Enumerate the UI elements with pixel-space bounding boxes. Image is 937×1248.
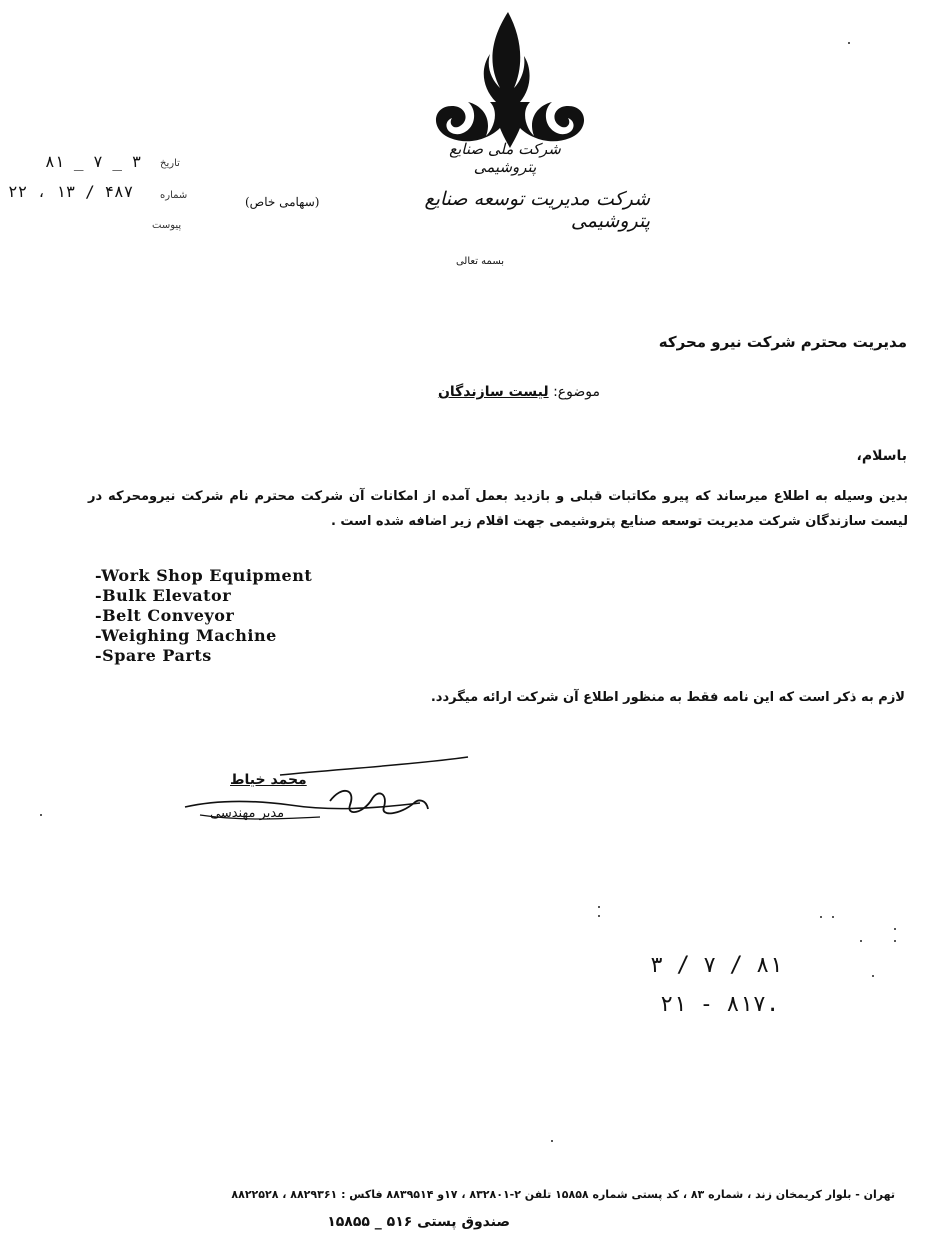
number-value: ۲۲ ، ۱۳ / ۴۸۷ (8, 182, 134, 201)
handwritten-signature (180, 755, 480, 835)
footer-address: تهران - بلوار کریمخان زند ، شماره ۸۳ ، کد پستی شماره ۱۵۸۵۸ تلفن ۲-۸۳۲۸۰۱ ، ۱۷و ۸۸۳۹۵۱۴ فاکس : ۸۸۲۹۳۶۱ ، ۸۸۲۲۵۲۸ (231, 1188, 895, 1201)
closing-note: لازم به ذکر است که این نامه فقط به منظور اطلاع آن شرکت ارائه میگردد. (430, 690, 905, 705)
number-label: شماره (160, 190, 188, 201)
list-item: -Work Shop Equipment (95, 566, 313, 585)
company-secondary-name: شرکت مدیریت توسعه صنایع پتروشیمی (424, 188, 650, 232)
scan-speck (894, 928, 896, 930)
stamp-date: ٨١ / ٧ / ٣ (650, 953, 783, 978)
scan-speck (551, 1140, 553, 1142)
attachment-label: پیوست (152, 220, 182, 231)
tagline: بسمه تعالی (455, 256, 505, 267)
recipient: مدیریت محترم شرکت نیرو محرکه (658, 333, 907, 351)
list-item: -Spare Parts (95, 646, 212, 665)
scan-speck (598, 915, 600, 917)
scan-speck (820, 916, 822, 918)
subject-label: موضوع: (553, 384, 600, 400)
footer-po-box: صندوق پستی ۵۱۶ _ ۱۵۸۵۵ (327, 1214, 510, 1230)
company-type: (سهامی خاص) (245, 195, 320, 209)
scan-speck (860, 940, 862, 942)
date-label: تاریخ (160, 158, 180, 169)
greeting: باسلام، (856, 448, 907, 464)
scan-speck (872, 975, 874, 977)
scan-speck (894, 940, 896, 942)
letter-body: بدین وسیله به اطلاع میرساند که پیرو مکاتبات قبلی و بازدید بعمل آمده از امکانات آن شرکت محترم نام شرکت نیرومحرکه در لیست سازندگان شرکت مدیریت توسعه صنایع پتروشیمی جهت اقلام زیر اضافه شده است . (88, 489, 908, 529)
scan-speck (40, 814, 42, 816)
stamp-number: ٨١٧ - ٢١. (660, 992, 780, 1017)
signatory-title: مدیر مهندسی (210, 806, 285, 821)
list-item: -Weighing Machine (95, 626, 277, 645)
scan-speck (848, 42, 850, 44)
items-list (95, 566, 312, 666)
subject-line (380, 384, 600, 400)
company-primary-name: شرکت ملی صنایع پتروشیمی (449, 140, 561, 176)
scan-speck (598, 906, 600, 908)
list-item: -Bulk Elevator (95, 586, 232, 605)
signatory-name: محمد خیاط (230, 772, 307, 788)
scan-speck (832, 916, 834, 918)
date-value: ۸۱ _ ۷ _ ۳ (45, 152, 142, 171)
subject-value: لیست سازندگان (437, 384, 549, 400)
list-item: -Belt Conveyor (95, 606, 235, 625)
